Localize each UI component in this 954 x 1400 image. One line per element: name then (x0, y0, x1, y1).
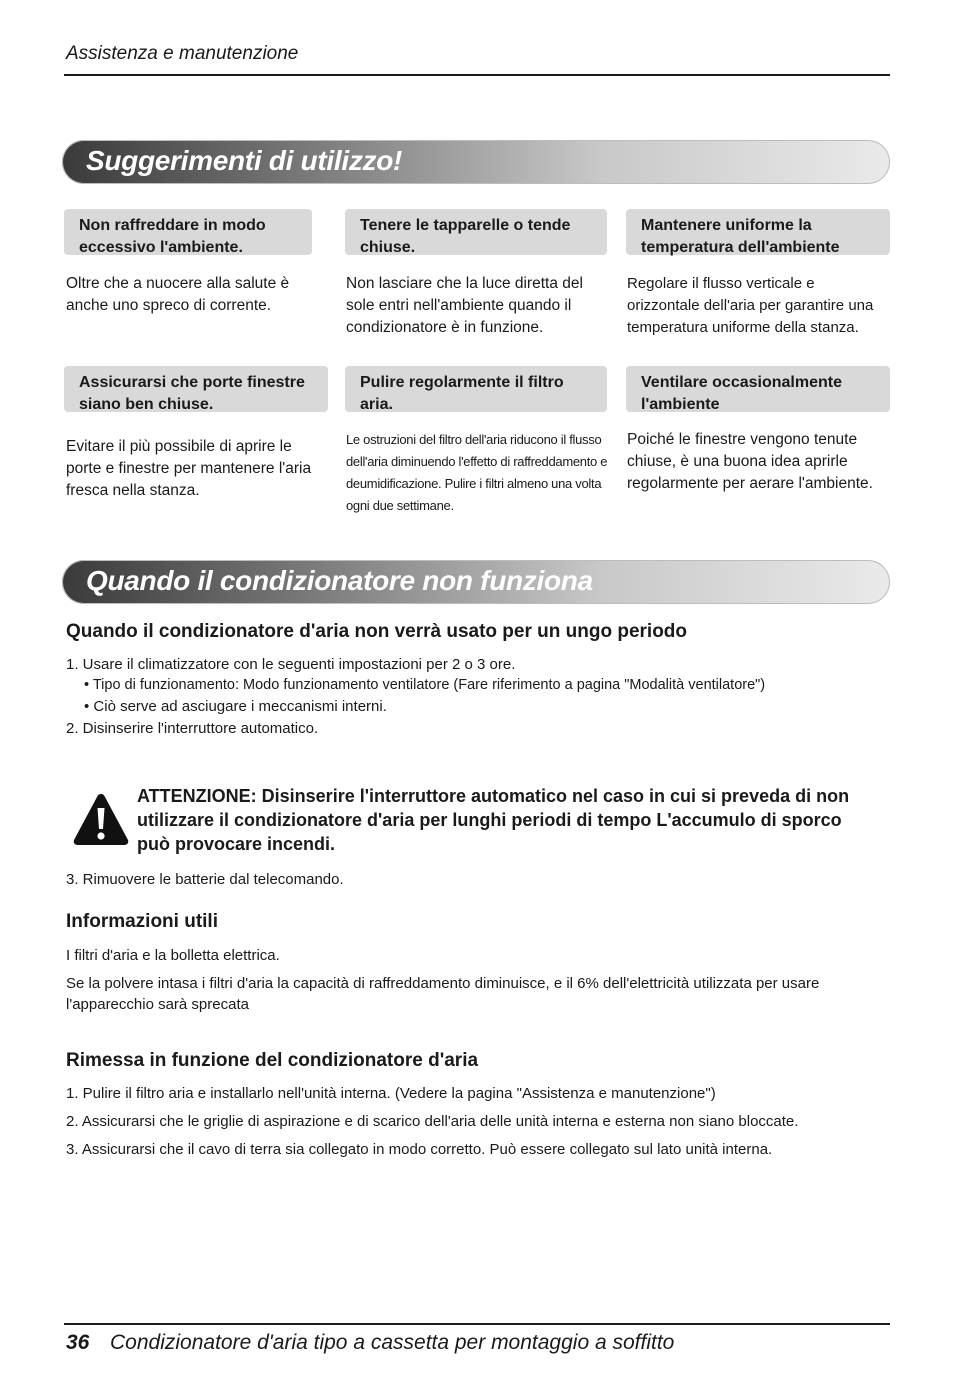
instruction-line: 3. Rimuovere le batterie dal telecomando. (66, 871, 344, 888)
tip-body: Non lasciare che la luce diretta del sole entri nell'ambiente quando il condizionatore è in funzione. (346, 275, 583, 336)
tip-body: Regolare il flusso verticale e orizzontale dell'aria per garantire una temperatura uniforme della stanza. (627, 275, 874, 336)
tip-heading: Assicurarsi che porte finestre siano ben chiuse. (64, 366, 328, 412)
restart-heading: Rimessa in funzione del condizionatore d'aria (66, 1050, 479, 1071)
header-rule (64, 74, 890, 76)
tips-section-title: Suggerimenti di utilizzo! (86, 145, 403, 176)
tips-section-banner (62, 140, 890, 184)
info-line: I filtri d'aria e la bolletta elettrica. (66, 947, 280, 964)
tip-heading: Non raffreddare in modo eccessivo l'ambiente. (64, 209, 312, 255)
instruction-bullet: • Ciò serve ad asciugare i meccanismi interni. (84, 698, 387, 715)
footer-rule (64, 1323, 890, 1325)
tip-body: Oltre che a nuocere alla salute è anche uno spreco di corrente. (66, 275, 290, 314)
useful-info-heading: Informazioni utili (66, 911, 218, 932)
tip-heading: Mantenere uniforme la temperatura dell'ambiente (626, 209, 890, 255)
tip-body: Evitare il più possibile di aprire le porte e finestre per mantenere l'aria fresca nella stanza. (66, 438, 312, 499)
tip-body: Le ostruzioni del filtro dell'aria riducono il flusso dell'aria diminuendo l'effetto di raffreddamento e deumidificazione. Pulire i filtri almeno una volta ogni due settimane. (346, 432, 608, 513)
tip-heading: Ventilare occasionalmente l'ambiente (626, 366, 890, 412)
malfunction-section-banner (62, 560, 890, 604)
instruction-line: 2. Disinserire l'interruttore automatico. (66, 720, 319, 737)
instruction-line: 1. Usare il climatizzatore con le seguenti impostazioni per 2 o 3 ore. (66, 656, 516, 673)
instruction-line: 3. Assicurarsi che il cavo di terra sia collegato in modo corretto. Può essere collegato sul lato unità interna. (66, 1141, 773, 1158)
info-line: Se la polvere intasa i filtri d'aria la capacità di raffreddamento diminuisce, e il 6% dell'elettricità utilizzata per usare l'apparecchio sarà sprecata (66, 975, 820, 1013)
caution-text: ATTENZIONE: Disinserire l'interruttore automatico nel caso in cui si preveda di non utilizzare il condizionatore d'aria per lunghi periodi di tempo L'accumulo di sporco può provocare incendi. (137, 786, 850, 854)
instruction-bullet: • Tipo di funzionamento: Modo funzionamento ventilatore (Fare riferimento a pagina "Modalità ventilatore") (84, 677, 766, 693)
warning-triangle-icon (72, 792, 130, 846)
page-number: 36 (66, 1331, 90, 1354)
footer-title: Condizionatore d'aria tipo a cassetta per montaggio a soffitto (110, 1331, 675, 1354)
instruction-line: 1. Pulire il filtro aria e installarlo nell'unità interna. (Vedere la pagina "Assistenza e manutenzione") (66, 1085, 716, 1102)
tip-heading: Pulire regolarmente il filtro aria. (345, 366, 607, 412)
running-header: Assistenza e manutenzione (66, 43, 299, 64)
long-period-heading: Quando il condizionatore d'aria non verrà usato per un ungo periodo (66, 621, 688, 642)
malfunction-section-title: Quando il condizionatore non funziona (86, 565, 593, 596)
tip-body: Poiché le finestre vengono tenute chiuse, è una buona idea aprirle regolarmente per aerare l'ambiente. (627, 431, 873, 492)
instruction-line: 2. Assicurarsi che le griglie di aspirazione e di scarico dell'aria delle unità interna e esterna non siano bloccate. (66, 1113, 799, 1130)
tip-heading: Tenere le tapparelle o tende chiuse. (345, 209, 607, 255)
